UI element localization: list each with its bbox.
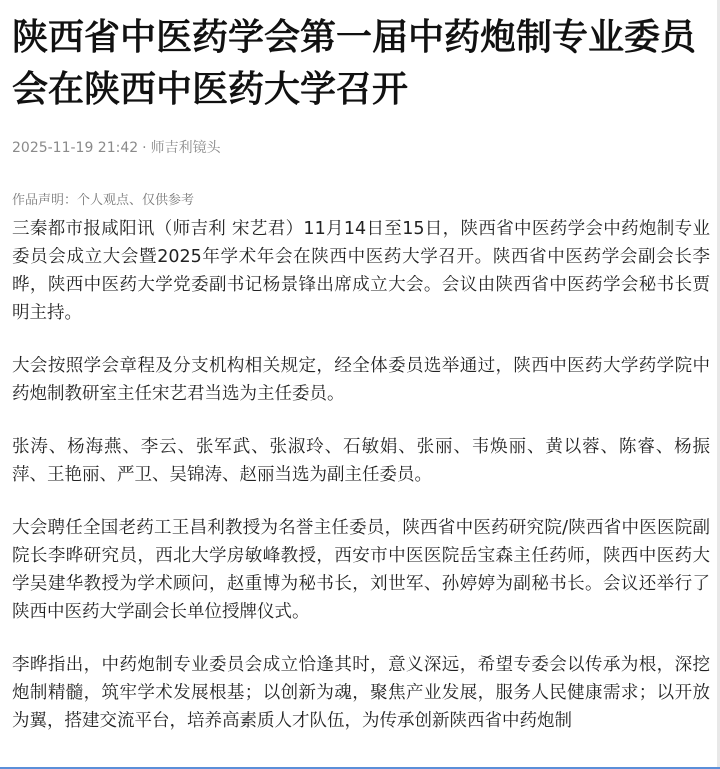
meta-separator: · <box>142 140 147 156</box>
publish-datetime: 2025-11-19 21:42 <box>12 140 139 156</box>
paragraph-4: 大会聘任全国老药工王昌利教授为名誉主任委员，陕西省中医药研究院/陕西省中医医院副院长李晔研究员，西北大学房敏峰教授，西安市中医医院岳宝森主任药师，陕西中医药大学吴建华教授为学术顾问，赵重博为秘书长，刘世军、孙婷婷为副秘书长。会议还举行了陕西中医药大学副会长单位授牌仪式。 <box>12 518 710 622</box>
work-disclaimer: 作品声明：个人观点、仅供参考 <box>12 193 195 208</box>
paragraph-2: 大会按照学会章程及分支机构相关规定，经全体委员选举通过，陕西中医药大学药学院中药炮制教研室主任宋艺君当选为主任委员。 <box>12 356 710 404</box>
paragraph-5: 李晔指出，中药炮制专业委员会成立恰逢其时，意义深远，希望专委会以传承为根，深挖炮制精髓，筑牢学术发展根基；以创新为魂，聚焦产业发展，服务人民健康需求；以开放为翼，搭建交流平台，培养高素质人才队伍，为传承创新陕西省中药炮制 <box>12 655 710 731</box>
paragraph-3: 张涛、杨海燕、李云、张军武、张淑玲、石敏娟、张丽、韦焕丽、黄以蓉、陈睿、杨振萍、王艳丽、严卫、吴锦涛、赵丽当选为副主任委员。 <box>12 437 710 485</box>
article-title: 陕西省中医药学会第一届中药炮制专业委员会在陕西中医药大学召开 <box>12 17 697 110</box>
article-meta <box>12 138 710 158</box>
article-body <box>12 215 710 735</box>
paragraph-1: 三秦都市报咸阳讯（师吉利 宋艺君）11月14日至15日，陕西省中医药学会中药炮制专业委员会成立大会暨2025年学术年会在陕西中医药大学召开。陕西省中医药学会副会长李晔，陕西中医药大学党委副书记杨景锋出席成立大会。会议由陕西省中医药学会秘书长贾明主持。 <box>12 219 710 323</box>
author-name[interactable]: 师吉利镜头 <box>150 140 221 156</box>
